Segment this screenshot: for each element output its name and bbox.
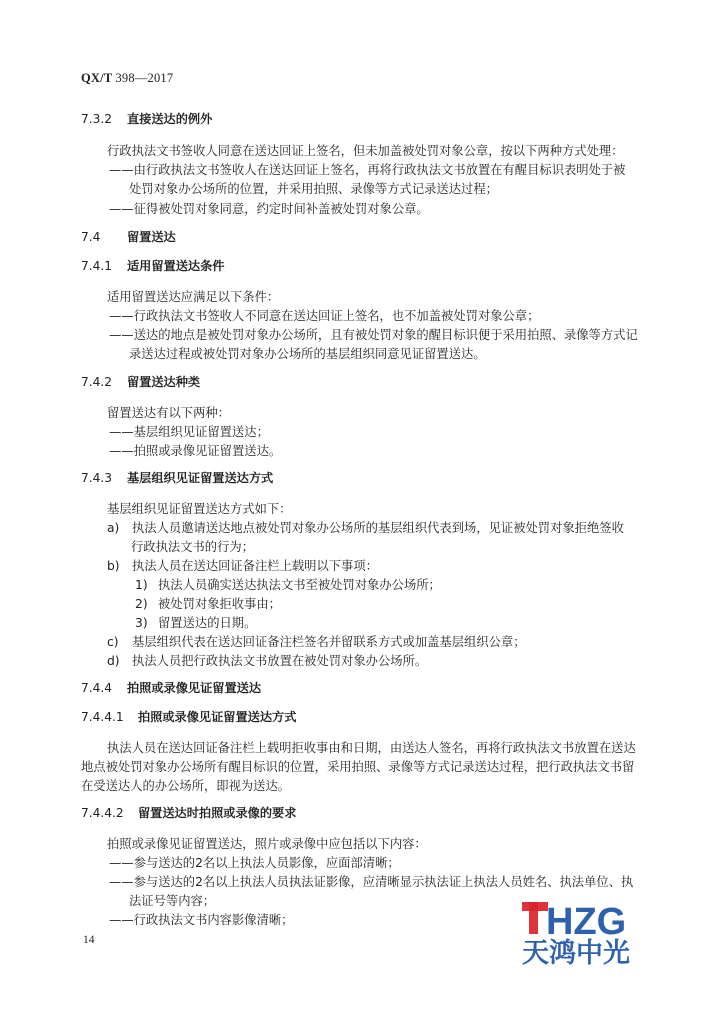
dash-item-continuation: 录送达过程或被处罚对象办公场所的基层组织同意见证留置送达。 (129, 347, 486, 361)
list-item-continuation: 行政执法文书的行为； (131, 540, 254, 554)
list-item-a: a) 执法人员邀请送达地点被处罚对象办公场所的基层组织代表到场，见证被处罚对象拒绝签收 (107, 521, 624, 535)
section-heading-7-4-2: 7.4.2 留置送达种类 (81, 375, 201, 389)
dash-item: ——拍照或录像见证留置送达。 (109, 444, 282, 458)
dash-item-continuation: 法证号等内容； (129, 894, 216, 908)
sub-list-item-1: 1) 执法人员确实送达执法文书至被处罚对象办公场所； (135, 578, 441, 592)
dash-item: ——送达的地点是被处罚对象办公场所，且有被处罚对象的醒目标识便于采用拍照、录像等方式记 (109, 328, 638, 342)
standard-number: 398—2017 (115, 71, 174, 85)
dash-item: ——行政执法文书内容影像清晰； (109, 913, 294, 927)
standard-prefix: QX/T (81, 71, 113, 85)
section-heading-7-4: 7.4 留置送达 (81, 230, 176, 244)
paragraph-line: 适用留置送达应满足以下条件： (107, 290, 280, 304)
sub-list-item-2: 2) 被处罚对象拒收事由； (135, 597, 281, 611)
paragraph-line: 拍照或录像见证留置送达，照片或录像中应包括以下内容： (107, 837, 427, 851)
page-number: 14 (83, 934, 95, 946)
paragraph-line: 基层组织见证留置送达方式如下： (107, 502, 292, 516)
dash-item: ——征得被处罚对象同意，约定时间补盖被处罚对象公章。 (109, 202, 429, 216)
section-heading-7-3-2: 7.3.2 直接送达的例外 (81, 112, 213, 126)
section-heading-7-4-1: 7.4.1 适用留置送达条件 (81, 259, 225, 273)
section-heading-7-4-3: 7.4.3 基层组织见证留置送达方式 (81, 471, 274, 485)
standard-code (81, 71, 173, 86)
dash-item: ——行政执法文书签收人不同意在送达回证上签名，也不加盖被处罚对象公章； (109, 309, 540, 323)
sub-list-item-3: 3) 留置送达的日期。 (135, 616, 257, 630)
dash-item: ——参与送达的2名以上执法人员影像，应面部清晰； (109, 856, 400, 870)
dash-item: ——由行政执法文书签收人在送达回证上签名，再将行政执法文书放置在有醒目标识表明处于被 (109, 163, 626, 177)
paragraph-line: 在受送达人的办公场所，即视为送达。 (81, 779, 291, 793)
paragraph-line: 执法人员在送达回证备注栏上载明拒收事由和日期，由送达人签名，再将行政执法文书放置在送达 (107, 741, 636, 755)
watermark-logo-text: HZG (546, 901, 627, 943)
dash-item: ——参与送达的2名以上执法人员执法证影像，应清晰显示执法证上执法人员姓名、执法单位、执 (109, 875, 634, 889)
list-item-c: c) 基层组织代表在送达回证备注栏签名并留联系方式或加盖基层组织公章； (107, 635, 526, 649)
dash-item: ——基层组织见证留置送达； (109, 425, 269, 439)
list-item-d: d) 执法人员把行政执法文书放置在被处罚对象办公场所。 (107, 654, 428, 668)
paragraph-line: 留置送达有以下两种： (107, 406, 230, 420)
dash-item-continuation: 处罚对象办公场所的位置，并采用拍照、录像等方式记录送达过程； (129, 182, 498, 196)
section-heading-7-4-4-1: 7.4.4.1 拍照或录像见证留置送达方式 (81, 710, 297, 724)
section-heading-7-4-4: 7.4.4 拍照或录像见证留置送达 (81, 681, 262, 695)
paragraph-line: 行政执法文书签收人同意在送达回证上签名，但未加盖被处罚对象公章，按以下两种方式处理： (107, 144, 624, 158)
watermark-t-stem (529, 902, 538, 934)
watermark-logo (516, 870, 666, 970)
list-item-b: b) 执法人员在送达回证备注栏上载明以下事项： (107, 559, 378, 573)
paragraph-line: 地点被处罚对象办公场所有醒目标识的位置，采用拍照、录像等方式记录送达过程，把行政执法文书留 (81, 760, 635, 774)
watermark-brand-name: 天鸿中光 (522, 938, 630, 969)
section-heading-7-4-4-2: 7.4.4.2 留置送达时拍照或录像的要求 (81, 806, 297, 820)
